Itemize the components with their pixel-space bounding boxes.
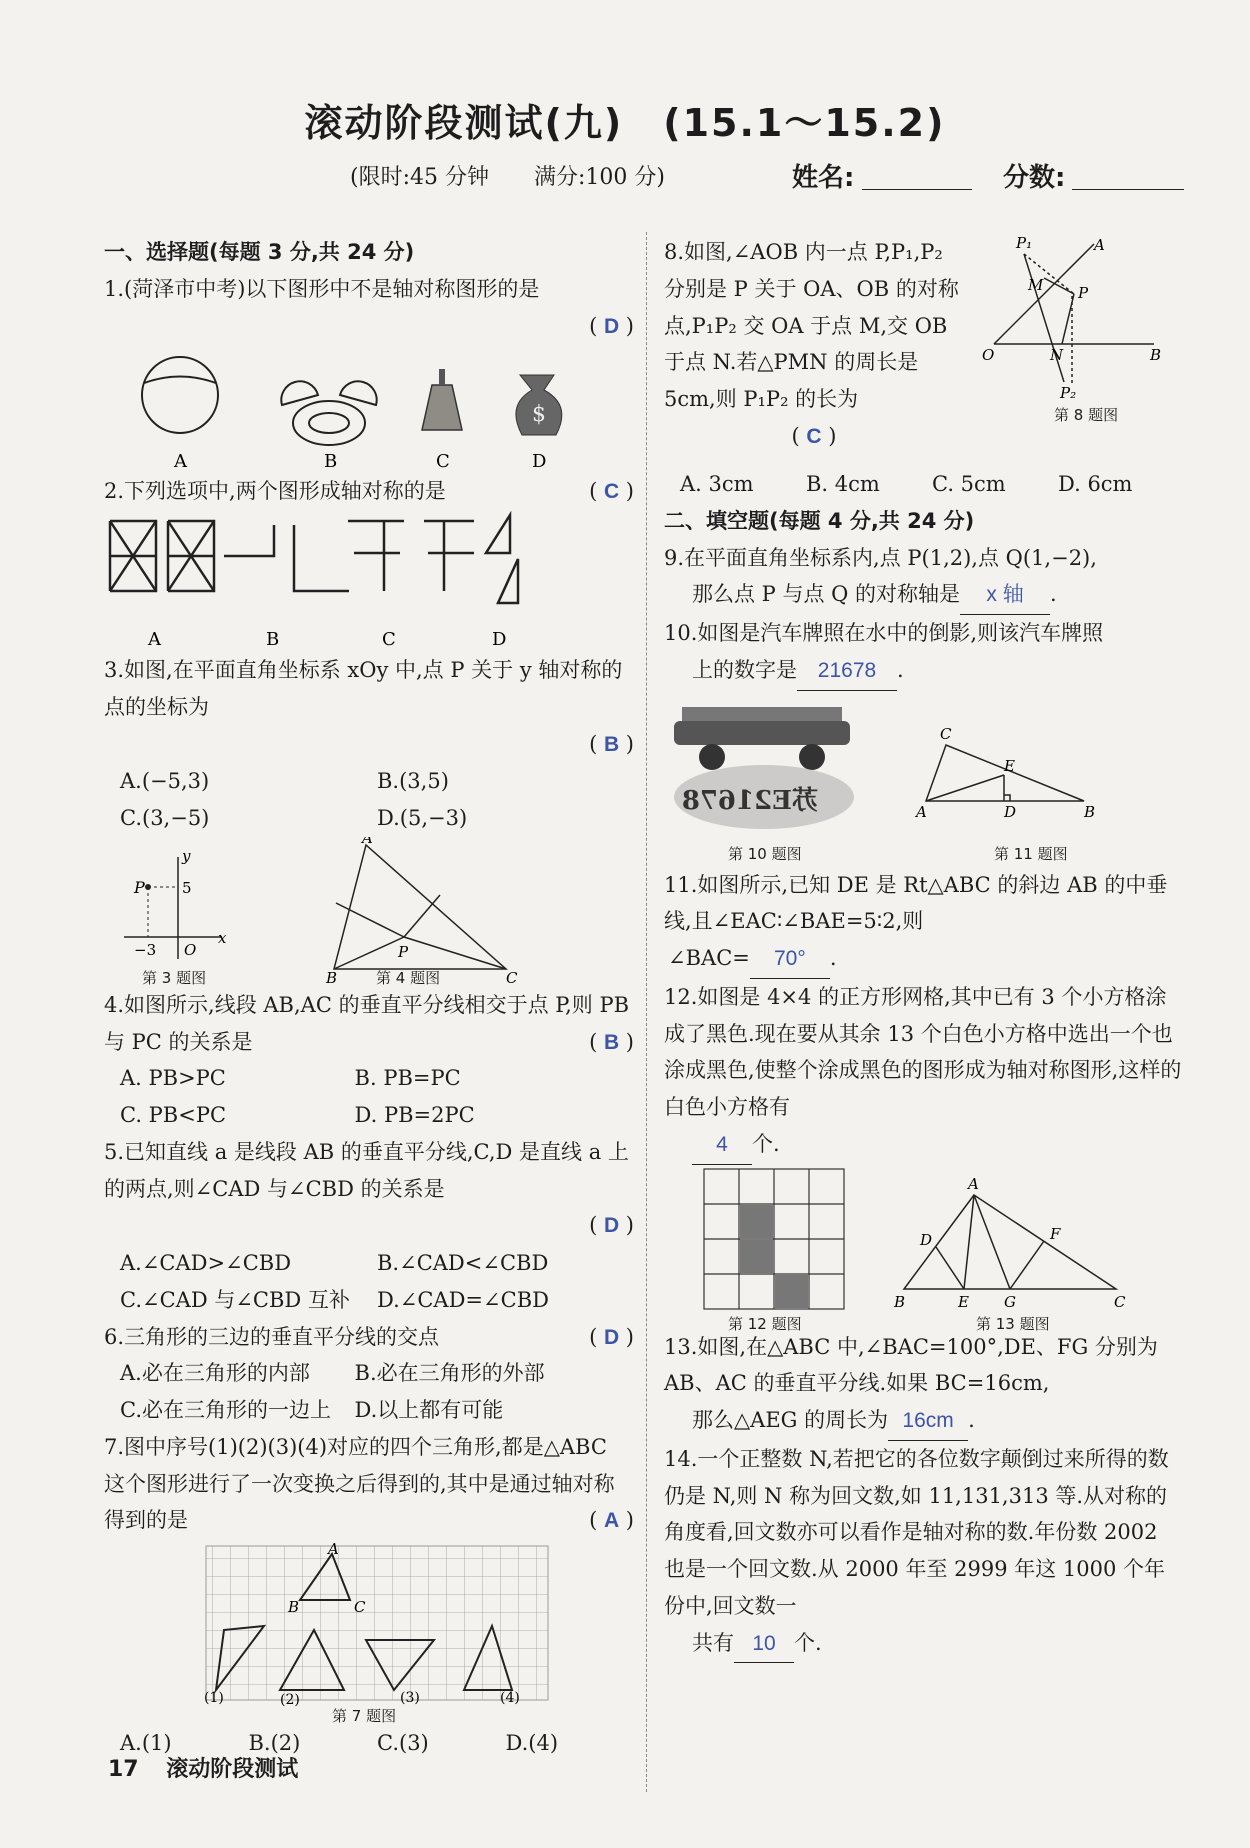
q1-figures (104, 345, 634, 473)
q3-q4-figures (104, 837, 634, 987)
q6-option-a[interactable]: A.必在三角形的内部 (120, 1361, 310, 1386)
q7-figure (104, 1540, 634, 1726)
q12-black-cell-3 (775, 1275, 808, 1308)
q1-answer: D (603, 314, 620, 338)
q1-figure (104, 345, 634, 473)
q7-option-c[interactable]: C.(3) (377, 1731, 429, 1755)
q3-options (104, 763, 634, 837)
q9-answer-blank[interactable]: x 轴 (960, 577, 1050, 615)
q3-figure (124, 847, 227, 959)
q6-option-c[interactable]: C.必在三角形的一边上 (120, 1398, 331, 1422)
svg-text:A: A (968, 1174, 979, 1193)
q4-option-a[interactable]: A. PB>PC (120, 1066, 226, 1091)
q12: 12.如图是 4×4 的正方形网格,其中已有 3 个小方格涂成了黑色.现在要从其余 13 个白色小方格中选出一个也涂成黑色,使整个涂成黑色的图形成为轴对称图形,这样的白色小方格有 (664, 984, 1182, 1119)
svg-text:A: A (1094, 236, 1105, 254)
svg-text:5: 5 (182, 878, 192, 897)
q6-option-d[interactable]: D.以上都有可能 (354, 1398, 504, 1422)
q8: 8.如图,∠AOB 内一点 P,P₁,P₂ 分别是 P 关于 OA、OB 的对称点,P₁P₂ 交 OA 于点 M,交 OB 于点 N.若△PMN 的周长是 5cm,则 P₁P₂ 的长为 ( C ) (664, 240, 959, 448)
q12-q13-figures (664, 1165, 1184, 1333)
q8-caption: 第 8 题图 (1054, 406, 1119, 424)
q11-answer-blank[interactable]: 70° (750, 941, 830, 979)
q12-black-cell-1 (740, 1205, 773, 1238)
q4-caption: 第 4 题图 (376, 968, 441, 987)
q4-option-c[interactable]: C. PB<PC (120, 1103, 227, 1127)
svg-text:x: x (218, 928, 227, 947)
svg-text:C: C (940, 724, 952, 743)
q7: 7.图中序号(1)(2)(3)(4)对应的四个三角形,都是△ABC 这个图形进行了一次变换之后得到的,其中是通过轴对称得到的是 ( A ) (104, 1434, 634, 1533)
q6: 6.三角形的三边的垂直平分线的交点 ( D ) (104, 1324, 634, 1349)
full-score: 满分:100 分) (533, 165, 665, 190)
q1-circle-shape (142, 357, 218, 433)
q2-b-shape (224, 525, 349, 591)
q6-options (104, 1355, 589, 1429)
q11-caption: 第 11 题图 (994, 844, 1068, 863)
q2-c-shape (348, 521, 474, 591)
q8-block (664, 234, 1184, 466)
q3-caption: 第 3 题图 (142, 968, 207, 987)
svg-text:P: P (1078, 284, 1089, 302)
q10-figure (674, 707, 854, 829)
q5-option-b[interactable]: B.∠CAD<∠CBD (377, 1251, 549, 1275)
q14: 14.一个正整数 N,若把它的各位数字颠倒过来所得的数仍是 N,则 N 称为回文数,如 11,131,313 等.从对称的角度看,回文数亦可以看作是轴对称的数.年份数 2002 也是一个回文数.从 2000 年至 2999 年这 1000 个年份中,回文数一 (664, 1446, 1169, 1618)
q12-answer-blank[interactable]: 4 (692, 1127, 752, 1165)
svg-text:P₁: P₁ (1016, 234, 1033, 252)
q11: 11.如图所示,已知 DE 是 Rt△ABC 的斜边 AB 的中垂线,且∠EAC∶∠BAE=5∶2,则 (664, 872, 1168, 934)
svg-text:(1): (1) (204, 1690, 224, 1706)
q1-label-c: C (436, 451, 450, 473)
score-blank[interactable] (1072, 189, 1184, 190)
bell-icon (422, 385, 462, 430)
q3: 3.如图,在平面直角坐标系 xOy 中,点 P 关于 y 轴对称的点的坐标为 (104, 658, 623, 719)
q3-option-b[interactable]: B.(3,5) (377, 769, 449, 794)
right-column: 8.如图,∠AOB 内一点 P,P₁,P₂ 分别是 P 关于 OA、OB 的对称点,P₁P₂ 交 OA 于点 M,交 OB 于点 N.若△PMN 的周长是 5cm,则 P₁P₂ 的长为 ( C ) P₁ A M P O N B P₂ 第 8 题图 A. 3cm B. 4cm C. 5cm D. 6cm 二、填空题(每题 4 分,共 24 分) 9.在平面直角坐标系内,点 P(1,2),点 Q(1,−2), 那么点 P 与点 Q 的对称轴是 x 轴 . 10.如图是汽车牌照在水中的倒影,则该汽车牌照 上的数字是 21678 . 苏E21678 C E A D B 第 10 题图 第 11 题图 11.如图所示,已知 DE 是 Rt△ABC 的斜边 AB 的中垂线,且∠EAC∶∠BAE=5∶2,则 ∠BAC= 70° . 12.如图是 4×4 的正方形网格,其中已有 3 个小方格涂成了黑色.现在要从其余 13 个白色小方格中选出一个也涂成黑色,使整个涂成黑色的图形成为轴对称图形,这样的白色小方格有 4 个. A D F B E G C 第 12 题图 第 13 题图 13.如图,在△ABC 中,∠BAC=100°,DE、FG 分别为 AB、AC 的垂直平分线.如果 BC=16cm, 那么△AEG 的周长为 16cm . 14.一个正整数 N,若把它的各位数字颠倒过来所得的数仍是 N,则 N 称为回文数,如 11,131,313 等.从对称的角度看,回文数亦可以看作是轴对称的数.年份数 2002 也是一个回文数.从 2000 年至 2999 年这 1000 个年份中,回文数一 共有 10 个. (664, 234, 1184, 1663)
q13-caption: 第 13 题图 (976, 1314, 1050, 1333)
q4-options (104, 1060, 589, 1134)
q10-q11-figures (664, 691, 1184, 867)
q9: 9.在平面直角坐标系内,点 P(1,2),点 Q(1,−2), (664, 545, 1097, 570)
svg-text:P: P (398, 942, 409, 961)
svg-text:C: C (382, 629, 396, 650)
q5-option-c[interactable]: C.∠CAD 与∠CBD 互补 (120, 1287, 350, 1312)
svg-text:A: A (148, 629, 161, 650)
q10-caption: 第 10 题图 (728, 844, 802, 863)
svg-text:O: O (184, 940, 197, 959)
q8-option-c[interactable]: C. 5cm (932, 472, 1006, 496)
q10-answer-blank[interactable]: 21678 (797, 653, 897, 691)
svg-text:B: B (1084, 802, 1096, 821)
footer-label: 滚动阶段测试 (166, 1757, 299, 1782)
q10-plate-reflection: 苏E21678 (681, 785, 818, 816)
svg-text:C: C (354, 1598, 366, 1616)
svg-text:E: E (1004, 756, 1015, 775)
q3-point-p (145, 884, 151, 890)
q1-label-b: B (324, 451, 338, 473)
q1: 1.(菏泽市中考)以下图形中不是轴对称图形的是 (104, 276, 540, 301)
q1-b-ring (293, 401, 365, 445)
q4: 4.如图所示,线段 AB,AC 的垂直平分线相交于点 P,则 PB 与 PC 的关系是 ( B ) (104, 992, 634, 1054)
q5-option-d[interactable]: D.∠CAD=∠CBD (377, 1287, 549, 1312)
q1-circle-arc (144, 377, 216, 384)
svg-text:D: D (492, 629, 507, 650)
svg-text:B: B (894, 1292, 906, 1311)
q13-answer-blank[interactable]: 16cm (888, 1403, 968, 1441)
q2-a-shape (110, 521, 214, 591)
q4-figure (334, 845, 506, 969)
svg-text:G: G (1004, 1292, 1016, 1311)
q3-option-d[interactable]: D.(5,−3) (377, 806, 468, 830)
q14-answer-blank[interactable]: 10 (734, 1626, 794, 1664)
q5-option-a[interactable]: A.∠CAD>∠CBD (120, 1251, 292, 1275)
q1-label-d: D (532, 451, 547, 473)
q7-option-d[interactable]: D.(4) (505, 1731, 559, 1755)
q12-black-cell-2 (740, 1240, 773, 1273)
q3-answer: B (603, 732, 620, 756)
q8-options (664, 466, 1184, 503)
svg-text:A: A (916, 802, 927, 821)
svg-text:y: y (182, 846, 191, 865)
svg-text:A: A (328, 1540, 339, 1558)
q5-answer: D (603, 1214, 620, 1238)
q2: 2.下列选项中,两个图形成轴对称的是 ( C ) (104, 479, 634, 504)
score-label: 分数: (1003, 163, 1066, 193)
svg-text:B: B (288, 1598, 300, 1616)
q5-options (104, 1245, 634, 1319)
svg-text:N: N (1050, 346, 1064, 364)
svg-text:M: M (1028, 276, 1044, 294)
q5: 5.已知直线 a 是线段 AB 的垂直平分线,C,D 是直线 a 上的两点,则∠CAD 与∠CBD 的关系是 (104, 1139, 629, 1201)
q13-figure (904, 1195, 1116, 1289)
page-footer (108, 1752, 298, 1783)
section1-heading: 一、选择题(每题 3 分,共 24 分) (104, 240, 415, 264)
q2-d-shape (486, 515, 518, 603)
svg-text:(3): (3) (400, 1690, 420, 1706)
svg-text:B: B (266, 629, 280, 650)
q8-option-b[interactable]: B. 4cm (806, 472, 880, 496)
left-column: 一、选择题(每题 3 分,共 24 分) 1.(菏泽市中考)以下图形中不是轴对称图形的是 ( D ) $ A B C D 2.下列选项中,两个图形成轴对称的是 ( C ) A B C D 3.如图,在平面直角坐标系 xOy 中,点 P 关于 y 轴对称的点的坐标为 ( B ) A.(−5,3) B.(3,5) C.(3,−5) D.(5,−3) P 5 −3 O x y A B C P 第 3 题图 第 4 题图 4.如图所示,线段 AB,AC 的垂直平分线相交于点 P,则 PB 与 PC 的关系是 ( B ) A. PB>PC B. PB=PC C. PB<PC D. PB=2PC 5.已知直线 a 是线段 AB 的垂直平分线,C,D 是直线 a 上的两点,则∠CAD 与∠CBD 的关系是 ( D ) A.∠CAD>∠CBD B.∠CAD<∠CBD C.∠CAD 与∠CBD 互补 D.∠CAD=∠CBD 6.三角形的三边的垂直平分线的交点 ( D ) A.必在三角形的内部 B.必在三角形的外部 C.必在三角形的一边上 D.以上都有可能 7.图中序号(1)(2)(3)(4)对应的四个三角形,都是△ABC 这个图形进行了一次变换之后得到的,其中是通过轴对称得到的是 ( A ) A B C (1) (2) (3) (4) 第 7 题图 A.(1) B.(2) C.(3) D.(4) (104, 234, 634, 1762)
q1-label-a: A (174, 451, 187, 473)
name-blank[interactable] (862, 189, 972, 190)
q8-option-a[interactable]: A. 3cm (680, 472, 754, 496)
q6-answer: D (603, 1325, 620, 1349)
q13: 13.如图,在△ABC 中,∠BAC=100°,DE、FG 分别为 AB、AC 的垂直平分线.如果 BC=16cm, (664, 1334, 1158, 1396)
q8-answer: C (806, 424, 822, 448)
q7-figure-wrap (104, 1539, 634, 1725)
svg-text:F: F (1050, 1224, 1061, 1243)
q7-option-b[interactable]: B.(2) (248, 1731, 301, 1755)
svg-text:B: B (326, 968, 338, 987)
page-number: 17 (108, 1757, 139, 1782)
page-title: 滚动阶段测试(九) (15.1～15.2) (304, 101, 946, 145)
svg-text:(4): (4) (500, 1690, 520, 1706)
svg-text:$: $ (532, 402, 546, 428)
q2-figure (104, 511, 634, 653)
q2-figures (104, 510, 634, 652)
q12-grid (704, 1169, 844, 1309)
q7-answer: A (603, 1509, 620, 1533)
q4-option-d[interactable]: D. PB=2PC (354, 1103, 475, 1127)
time-limit: (限时:45 分钟 (350, 165, 489, 190)
q4-option-b[interactable]: B. PB=PC (354, 1066, 461, 1091)
q2-answer: C (603, 480, 620, 504)
svg-text:P₂: P₂ (1060, 384, 1077, 402)
q8-option-d[interactable]: D. 6cm (1058, 472, 1133, 496)
svg-text:P: P (134, 877, 145, 897)
svg-text:E: E (958, 1292, 969, 1311)
column-divider (646, 232, 647, 1792)
q7-caption: 第 7 题图 (332, 1707, 397, 1725)
q12-caption: 第 12 题图 (728, 1314, 802, 1333)
svg-text:D: D (1004, 802, 1017, 821)
svg-text:−3: −3 (134, 940, 157, 959)
q3-option-a[interactable]: A.(−5,3) (120, 769, 210, 794)
svg-text:B: B (1150, 346, 1162, 364)
q7-option-a[interactable]: A.(1) (120, 1731, 172, 1755)
q3-option-c[interactable]: C.(3,−5) (120, 806, 210, 830)
svg-text:O: O (982, 346, 995, 364)
svg-text:(2): (2) (280, 1692, 300, 1708)
q8-figure (974, 234, 1184, 424)
svg-text:A: A (362, 836, 373, 847)
svg-text:C: C (506, 968, 518, 987)
q6-option-b[interactable]: B.必在三角形的外部 (354, 1361, 545, 1386)
section2-heading: 二、填空题(每题 4 分,共 24 分) (664, 508, 975, 533)
svg-text:D: D (920, 1230, 933, 1249)
svg-text:C: C (1114, 1292, 1126, 1311)
q4-answer: B (603, 1030, 620, 1054)
q10: 10.如图是汽车牌照在水中的倒影,则该汽车牌照 (664, 621, 1104, 645)
name-label: 姓名: (792, 163, 855, 193)
test-info (350, 160, 703, 191)
